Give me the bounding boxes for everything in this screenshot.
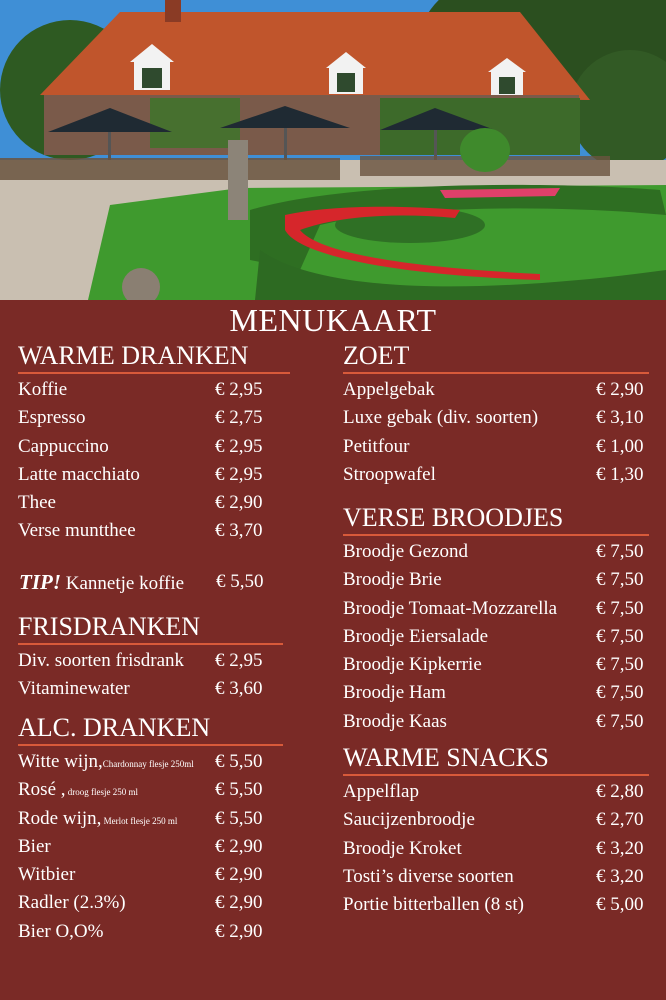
tip-price: € 5,50 — [216, 571, 264, 592]
tip-text: Kannetje koffie — [65, 573, 185, 594]
menu-item: Petitfour € 1,00 — [343, 435, 644, 457]
menu-item: Broodje Tomaat-Mozzarella € 7,50 — [343, 597, 644, 619]
menu-item: Verse muntthee € 3,70 — [18, 520, 263, 542]
menu-item: Broodje Kroket € 3,20 — [343, 837, 644, 859]
section-divider — [343, 534, 649, 536]
menu-item: Bier € 2,90 — [18, 835, 263, 857]
section-heading: VERSE BROODJES — [343, 503, 564, 532]
menu-item: Cappuccino € 2,95 — [18, 435, 263, 457]
menu-item: Broodje Eiersalade € 7,50 — [343, 625, 644, 647]
menu-item: Appelgebak € 2,90 — [343, 379, 644, 400]
menu-item: Broodje Ham € 7,50 — [343, 682, 644, 704]
menu-item: Saucijzenbroodje € 2,70 — [343, 809, 644, 831]
menu-title: MENUKAART — [229, 302, 437, 338]
section-alc-dranken — [18, 714, 283, 946]
section-verse-broodjes — [343, 504, 649, 736]
section-divider — [18, 643, 283, 645]
tip-line — [19, 568, 264, 598]
menu-item: Broodje Gezond € 7,50 — [343, 541, 644, 562]
tip-label: TIP! — [19, 570, 61, 594]
section-heading: WARME SNACKS — [343, 743, 549, 772]
section-divider — [18, 744, 283, 746]
menu-item: Appelflap € 2,80 — [343, 781, 644, 802]
menu-item: Espresso € 2,75 — [18, 407, 263, 429]
menu-item: Koffie € 2,95 — [18, 379, 263, 400]
menu-item: Tosti’s diverse soorten € 3,20 — [343, 865, 644, 887]
menu-item: Latte macchiato € 2,95 — [18, 463, 263, 485]
menu-item: Thee € 2,90 — [18, 492, 263, 514]
section-zoet — [343, 342, 649, 489]
section-heading: ALC. DRANKEN — [18, 713, 211, 742]
menu-item: Div. soorten frisdrank € 2,95 — [18, 650, 263, 671]
menu-item: Stroopwafel € 1,30 — [343, 463, 644, 485]
section-warme-dranken — [18, 342, 290, 546]
section-heading: FRISDRANKEN — [18, 612, 201, 641]
menu-item: Rosé , droog flesje 250 ml € 5,50 — [18, 779, 263, 801]
menu-item: Witte wijn,Chardonnay flesje 250ml € 5,50 — [18, 751, 263, 772]
menu-item: Broodje Kaas € 7,50 — [343, 710, 644, 732]
section-divider — [343, 372, 649, 374]
menu-item: Witbier € 2,90 — [18, 864, 263, 886]
section-divider — [343, 774, 649, 776]
menu-item: Rode wijn, Merlot flesje 250 ml € 5,50 — [18, 807, 263, 829]
menu-item: Luxe gebak (div. soorten) € 3,10 — [343, 407, 644, 429]
section-warme-snacks — [343, 744, 649, 919]
menu-item: Bier O,O% € 2,90 — [18, 920, 263, 942]
section-heading: WARME DRANKEN — [18, 341, 249, 370]
section-heading: ZOET — [343, 341, 410, 370]
section-divider — [18, 372, 290, 374]
menu-item: Radler (2.3%) € 2,90 — [18, 892, 263, 914]
menu-item: Broodje Kipkerrie € 7,50 — [343, 654, 644, 676]
section-frisdranken — [18, 613, 283, 704]
menu-item: Vitaminewater € 3,60 — [18, 678, 263, 700]
menu-item: Portie bitterballen (8 st) € 5,00 — [343, 894, 644, 916]
menu-item: Broodje Brie € 7,50 — [343, 569, 644, 591]
header-photo — [0, 0, 666, 300]
